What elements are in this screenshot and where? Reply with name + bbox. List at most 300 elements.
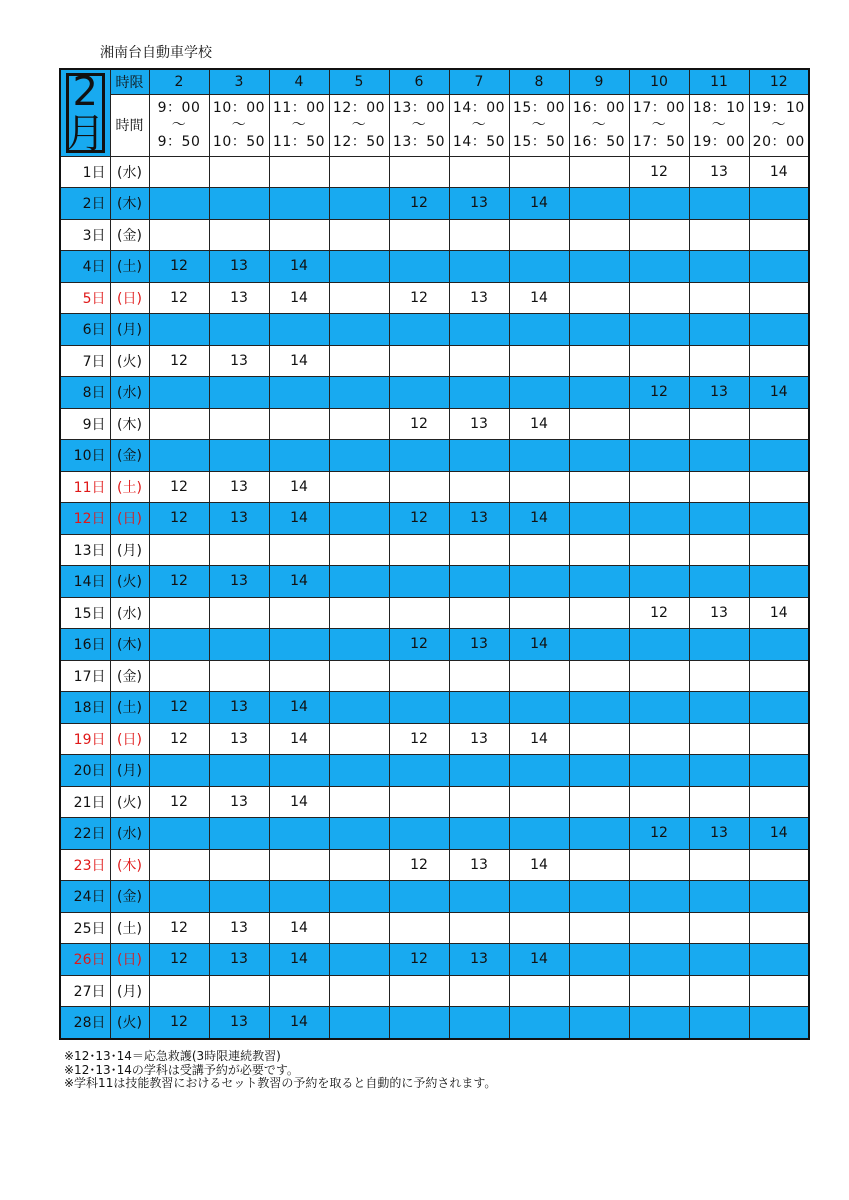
lesson-cell [629, 1007, 689, 1039]
lesson-cell: 12 [149, 944, 209, 976]
lesson-cell [509, 251, 569, 283]
lesson-cell: 12 [389, 408, 449, 440]
lesson-cell [209, 440, 269, 472]
table-row [60, 314, 809, 346]
lesson-cell: 14 [269, 503, 329, 535]
lesson-cell [389, 345, 449, 377]
lesson-cell [449, 471, 509, 503]
lesson-cell [269, 629, 329, 661]
lesson-cell [689, 345, 749, 377]
lesson-cell [509, 440, 569, 472]
lesson-cell [449, 440, 509, 472]
time-start: 9：00 [157, 99, 201, 116]
lesson-cell [449, 755, 509, 787]
lesson-cell [749, 440, 809, 472]
lesson-cell [329, 314, 389, 346]
lesson-cell: 12 [629, 377, 689, 409]
lesson-cell [689, 881, 749, 913]
lesson-cell [749, 944, 809, 976]
weekday-cell: (日) [110, 723, 149, 755]
lesson-cell [569, 944, 629, 976]
lesson-cell [329, 692, 389, 724]
lesson-cell [569, 471, 629, 503]
lesson-cell [269, 440, 329, 472]
lesson-cell [629, 503, 689, 535]
lesson-cell [689, 912, 749, 944]
lesson-cell: 12 [149, 692, 209, 724]
day-cell: 15日 [60, 597, 110, 629]
table-row [60, 377, 809, 409]
lesson-cell [329, 881, 389, 913]
lesson-cell: 13 [209, 944, 269, 976]
lesson-cell [389, 314, 449, 346]
lesson-cell: 14 [749, 377, 809, 409]
table-row [60, 566, 809, 598]
lesson-cell [209, 219, 269, 251]
lesson-cell [689, 1007, 749, 1039]
lesson-cell: 12 [389, 723, 449, 755]
lesson-cell [509, 786, 569, 818]
table-row [60, 345, 809, 377]
lesson-cell: 12 [389, 944, 449, 976]
lesson-cell [629, 566, 689, 598]
weekday-cell: (木) [110, 849, 149, 881]
period-time-range [149, 94, 209, 156]
note-line: ※学科11は技能教習におけるセット教習の予約を取ると自動的に予約されます。 [64, 1076, 497, 1090]
lesson-cell [329, 440, 389, 472]
lesson-cell [569, 818, 629, 850]
weekday-cell: (火) [110, 566, 149, 598]
lesson-cell [449, 534, 509, 566]
lesson-cell [509, 755, 569, 787]
time-end: 11：50 [272, 133, 326, 150]
lesson-cell: 13 [689, 818, 749, 850]
lesson-cell: 12 [149, 1007, 209, 1039]
lesson-cell: 14 [749, 156, 809, 188]
lesson-cell [509, 534, 569, 566]
period-number: 12 [749, 69, 809, 94]
lesson-cell [329, 471, 389, 503]
lesson-cell [329, 944, 389, 976]
time-start: 16：00 [572, 99, 626, 116]
lesson-cell: 14 [269, 251, 329, 283]
time-sep: 〜 [171, 116, 187, 133]
lesson-cell [449, 566, 509, 598]
period-number: 8 [509, 69, 569, 94]
lesson-cell [689, 534, 749, 566]
table-row [60, 849, 809, 881]
lesson-cell [629, 188, 689, 220]
time-end: 15：50 [512, 133, 566, 150]
lesson-cell [389, 534, 449, 566]
lesson-cell [149, 881, 209, 913]
day-cell: 6日 [60, 314, 110, 346]
lesson-cell [389, 975, 449, 1007]
period-label: 時限 [110, 69, 149, 94]
lesson-cell [509, 1007, 569, 1039]
lesson-cell: 13 [209, 471, 269, 503]
lesson-cell [329, 849, 389, 881]
lesson-cell: 14 [509, 723, 569, 755]
lesson-cell [569, 282, 629, 314]
lesson-cell [569, 566, 629, 598]
period-number: 3 [209, 69, 269, 94]
day-cell: 3日 [60, 219, 110, 251]
lesson-cell [209, 408, 269, 440]
table-row [60, 818, 809, 850]
period-number: 11 [689, 69, 749, 94]
lesson-cell [269, 849, 329, 881]
day-cell: 10日 [60, 440, 110, 472]
lesson-cell [509, 314, 569, 346]
time-sep: 〜 [531, 116, 547, 133]
table-row [60, 408, 809, 440]
lesson-cell [689, 692, 749, 724]
month-number: 2 [72, 69, 98, 115]
table-row [60, 881, 809, 913]
lesson-cell: 12 [149, 345, 209, 377]
time-sep: 〜 [651, 116, 667, 133]
time-end: 13：50 [392, 133, 446, 150]
lesson-cell [209, 188, 269, 220]
lesson-cell [749, 660, 809, 692]
weekday-cell: (土) [110, 471, 149, 503]
weekday-cell: (火) [110, 1007, 149, 1039]
lesson-cell [209, 660, 269, 692]
table-row [60, 188, 809, 220]
lesson-cell [569, 629, 629, 661]
lesson-cell [569, 912, 629, 944]
day-cell: 18日 [60, 692, 110, 724]
lesson-cell [449, 912, 509, 944]
lesson-cell [209, 534, 269, 566]
lesson-cell [389, 597, 449, 629]
lesson-cell: 13 [449, 282, 509, 314]
table-row [60, 219, 809, 251]
lesson-cell [269, 219, 329, 251]
lesson-cell: 14 [509, 849, 569, 881]
lesson-cell [749, 188, 809, 220]
weekday-cell: (水) [110, 156, 149, 188]
lesson-cell [569, 755, 629, 787]
lesson-cell [149, 629, 209, 661]
day-cell: 28日 [60, 1007, 110, 1039]
lesson-cell [569, 188, 629, 220]
day-cell: 11日 [60, 471, 110, 503]
weekday-cell: (木) [110, 629, 149, 661]
lesson-cell: 12 [629, 156, 689, 188]
lesson-cell [689, 566, 749, 598]
lesson-cell [509, 156, 569, 188]
day-cell: 21日 [60, 786, 110, 818]
lesson-cell: 12 [389, 282, 449, 314]
lesson-cell [749, 849, 809, 881]
table-row [60, 534, 809, 566]
time-end: 14：50 [452, 133, 506, 150]
lesson-cell [749, 471, 809, 503]
lesson-cell [749, 912, 809, 944]
lesson-cell [329, 660, 389, 692]
lesson-cell [629, 219, 689, 251]
lesson-cell [449, 597, 509, 629]
lesson-cell [329, 912, 389, 944]
lesson-cell [749, 534, 809, 566]
lesson-cell [389, 251, 449, 283]
lesson-cell [509, 377, 569, 409]
lesson-cell [509, 975, 569, 1007]
lesson-cell: 13 [209, 503, 269, 535]
lesson-cell [629, 471, 689, 503]
lesson-cell [749, 629, 809, 661]
lesson-cell [269, 818, 329, 850]
lesson-cell [389, 692, 449, 724]
lesson-cell: 14 [269, 692, 329, 724]
weekday-cell: (水) [110, 597, 149, 629]
time-end: 17：50 [632, 133, 686, 150]
weekday-cell: (日) [110, 503, 149, 535]
time-end: 16：50 [572, 133, 626, 150]
lesson-cell [449, 786, 509, 818]
lesson-cell [269, 975, 329, 1007]
lesson-cell [749, 692, 809, 724]
weekday-cell: (水) [110, 818, 149, 850]
lesson-cell [269, 534, 329, 566]
lesson-cell [509, 692, 569, 724]
lesson-cell [149, 156, 209, 188]
lesson-cell: 13 [209, 345, 269, 377]
table-row [60, 975, 809, 1007]
lesson-cell: 14 [509, 282, 569, 314]
lesson-cell [449, 314, 509, 346]
lesson-cell [749, 219, 809, 251]
time-sep: 〜 [291, 116, 307, 133]
lesson-cell [629, 345, 689, 377]
lesson-cell: 13 [689, 377, 749, 409]
lesson-cell [509, 219, 569, 251]
weekday-cell: (金) [110, 440, 149, 472]
lesson-cell [569, 503, 629, 535]
period-number: 5 [329, 69, 389, 94]
lesson-cell [569, 786, 629, 818]
day-cell: 1日 [60, 156, 110, 188]
period-number: 2 [149, 69, 209, 94]
time-sep: 〜 [351, 116, 367, 133]
time-start: 19：10 [752, 99, 805, 116]
lesson-cell: 13 [209, 912, 269, 944]
lesson-cell [209, 849, 269, 881]
lesson-cell [569, 1007, 629, 1039]
lesson-cell [629, 408, 689, 440]
weekday-cell: (土) [110, 912, 149, 944]
table-row [60, 471, 809, 503]
schedule-table [59, 68, 810, 1040]
lesson-cell: 13 [449, 503, 509, 535]
lesson-cell [329, 534, 389, 566]
lesson-cell [569, 377, 629, 409]
day-cell: 27日 [60, 975, 110, 1007]
lesson-cell [149, 408, 209, 440]
lesson-cell [209, 975, 269, 1007]
table-row [60, 282, 809, 314]
lesson-cell: 14 [269, 345, 329, 377]
lesson-cell [569, 534, 629, 566]
lesson-cell [689, 282, 749, 314]
weekday-cell: (火) [110, 345, 149, 377]
lesson-cell [629, 723, 689, 755]
lesson-cell [509, 597, 569, 629]
time-start: 10：00 [212, 99, 266, 116]
lesson-cell [749, 345, 809, 377]
table-row [60, 692, 809, 724]
day-cell: 8日 [60, 377, 110, 409]
lesson-cell: 14 [509, 944, 569, 976]
lesson-cell [449, 251, 509, 283]
lesson-cell [389, 219, 449, 251]
month-badge [60, 69, 110, 156]
lesson-cell [509, 660, 569, 692]
weekday-cell: (木) [110, 188, 149, 220]
lesson-cell [629, 912, 689, 944]
weekday-cell: (金) [110, 660, 149, 692]
time-end: 19：00 [692, 133, 746, 150]
lesson-cell: 14 [269, 786, 329, 818]
lesson-cell [689, 849, 749, 881]
time-sep: 〜 [711, 116, 727, 133]
lesson-cell [569, 881, 629, 913]
lesson-cell [629, 282, 689, 314]
school-name: 湘南台自動車学校 [100, 45, 212, 61]
day-cell: 16日 [60, 629, 110, 661]
lesson-cell [269, 408, 329, 440]
lesson-cell [329, 755, 389, 787]
lesson-cell: 12 [149, 503, 209, 535]
time-sep: 〜 [771, 116, 786, 133]
lesson-cell [749, 503, 809, 535]
lesson-cell [329, 723, 389, 755]
lesson-cell [629, 692, 689, 724]
month-kanji: 月 [65, 110, 106, 156]
day-cell: 5日 [60, 282, 110, 314]
time-end: 9：50 [157, 133, 201, 150]
period-time-range [749, 94, 809, 156]
lesson-cell: 14 [269, 566, 329, 598]
day-cell: 14日 [60, 566, 110, 598]
lesson-cell [569, 597, 629, 629]
lesson-cell [509, 818, 569, 850]
lesson-cell: 13 [209, 566, 269, 598]
lesson-cell [209, 629, 269, 661]
lesson-cell [569, 251, 629, 283]
period-time-range [689, 94, 749, 156]
lesson-cell [569, 156, 629, 188]
period-time-range [209, 94, 269, 156]
lesson-cell [389, 377, 449, 409]
lesson-cell [749, 314, 809, 346]
time-end: 10：50 [212, 133, 266, 150]
lesson-cell [149, 849, 209, 881]
lesson-cell [509, 471, 569, 503]
table-row [60, 503, 809, 535]
lesson-cell [749, 755, 809, 787]
period-time-range [449, 94, 509, 156]
lesson-cell: 13 [449, 849, 509, 881]
lesson-cell [449, 975, 509, 1007]
lesson-cell [329, 408, 389, 440]
lesson-cell [329, 251, 389, 283]
lesson-cell [149, 975, 209, 1007]
lesson-cell: 12 [149, 912, 209, 944]
lesson-cell [749, 408, 809, 440]
lesson-cell: 12 [149, 471, 209, 503]
period-time-range [269, 94, 329, 156]
day-cell: 4日 [60, 251, 110, 283]
lesson-cell [329, 188, 389, 220]
lesson-cell [509, 912, 569, 944]
lesson-cell [149, 818, 209, 850]
lesson-cell [149, 597, 209, 629]
lesson-cell [569, 660, 629, 692]
lesson-cell [689, 251, 749, 283]
lesson-cell [569, 345, 629, 377]
lesson-cell [689, 408, 749, 440]
time-start: 18：10 [692, 99, 746, 116]
period-time-range [389, 94, 449, 156]
lesson-cell [329, 597, 389, 629]
lesson-cell: 13 [449, 944, 509, 976]
lesson-cell: 14 [269, 944, 329, 976]
lesson-cell: 14 [269, 723, 329, 755]
lesson-cell [389, 912, 449, 944]
lesson-cell [149, 755, 209, 787]
weekday-cell: (木) [110, 408, 149, 440]
weekday-cell: (日) [110, 282, 149, 314]
period-time-range [329, 94, 389, 156]
lesson-cell [329, 503, 389, 535]
lesson-cell [689, 188, 749, 220]
period-number: 9 [569, 69, 629, 94]
lesson-cell: 14 [509, 408, 569, 440]
table-row [60, 786, 809, 818]
lesson-cell [389, 755, 449, 787]
lesson-cell [569, 219, 629, 251]
time-sep: 〜 [411, 116, 427, 133]
lesson-cell [269, 156, 329, 188]
lesson-cell [269, 881, 329, 913]
lesson-cell: 12 [389, 503, 449, 535]
lesson-cell: 14 [749, 818, 809, 850]
lesson-cell [209, 597, 269, 629]
day-cell: 26日 [60, 944, 110, 976]
table-row [60, 944, 809, 976]
lesson-cell [149, 660, 209, 692]
lesson-cell: 13 [209, 251, 269, 283]
lesson-cell [269, 314, 329, 346]
table-row [60, 251, 809, 283]
lesson-cell [329, 566, 389, 598]
lesson-cell [749, 723, 809, 755]
period-number: 6 [389, 69, 449, 94]
weekday-cell: (土) [110, 251, 149, 283]
lesson-cell [689, 786, 749, 818]
lesson-cell [449, 156, 509, 188]
lesson-cell: 14 [509, 629, 569, 661]
time-sep: 〜 [231, 116, 247, 133]
weekday-cell: (金) [110, 881, 149, 913]
weekday-cell: (月) [110, 314, 149, 346]
lesson-cell [569, 440, 629, 472]
lesson-cell [209, 755, 269, 787]
lesson-cell [209, 881, 269, 913]
